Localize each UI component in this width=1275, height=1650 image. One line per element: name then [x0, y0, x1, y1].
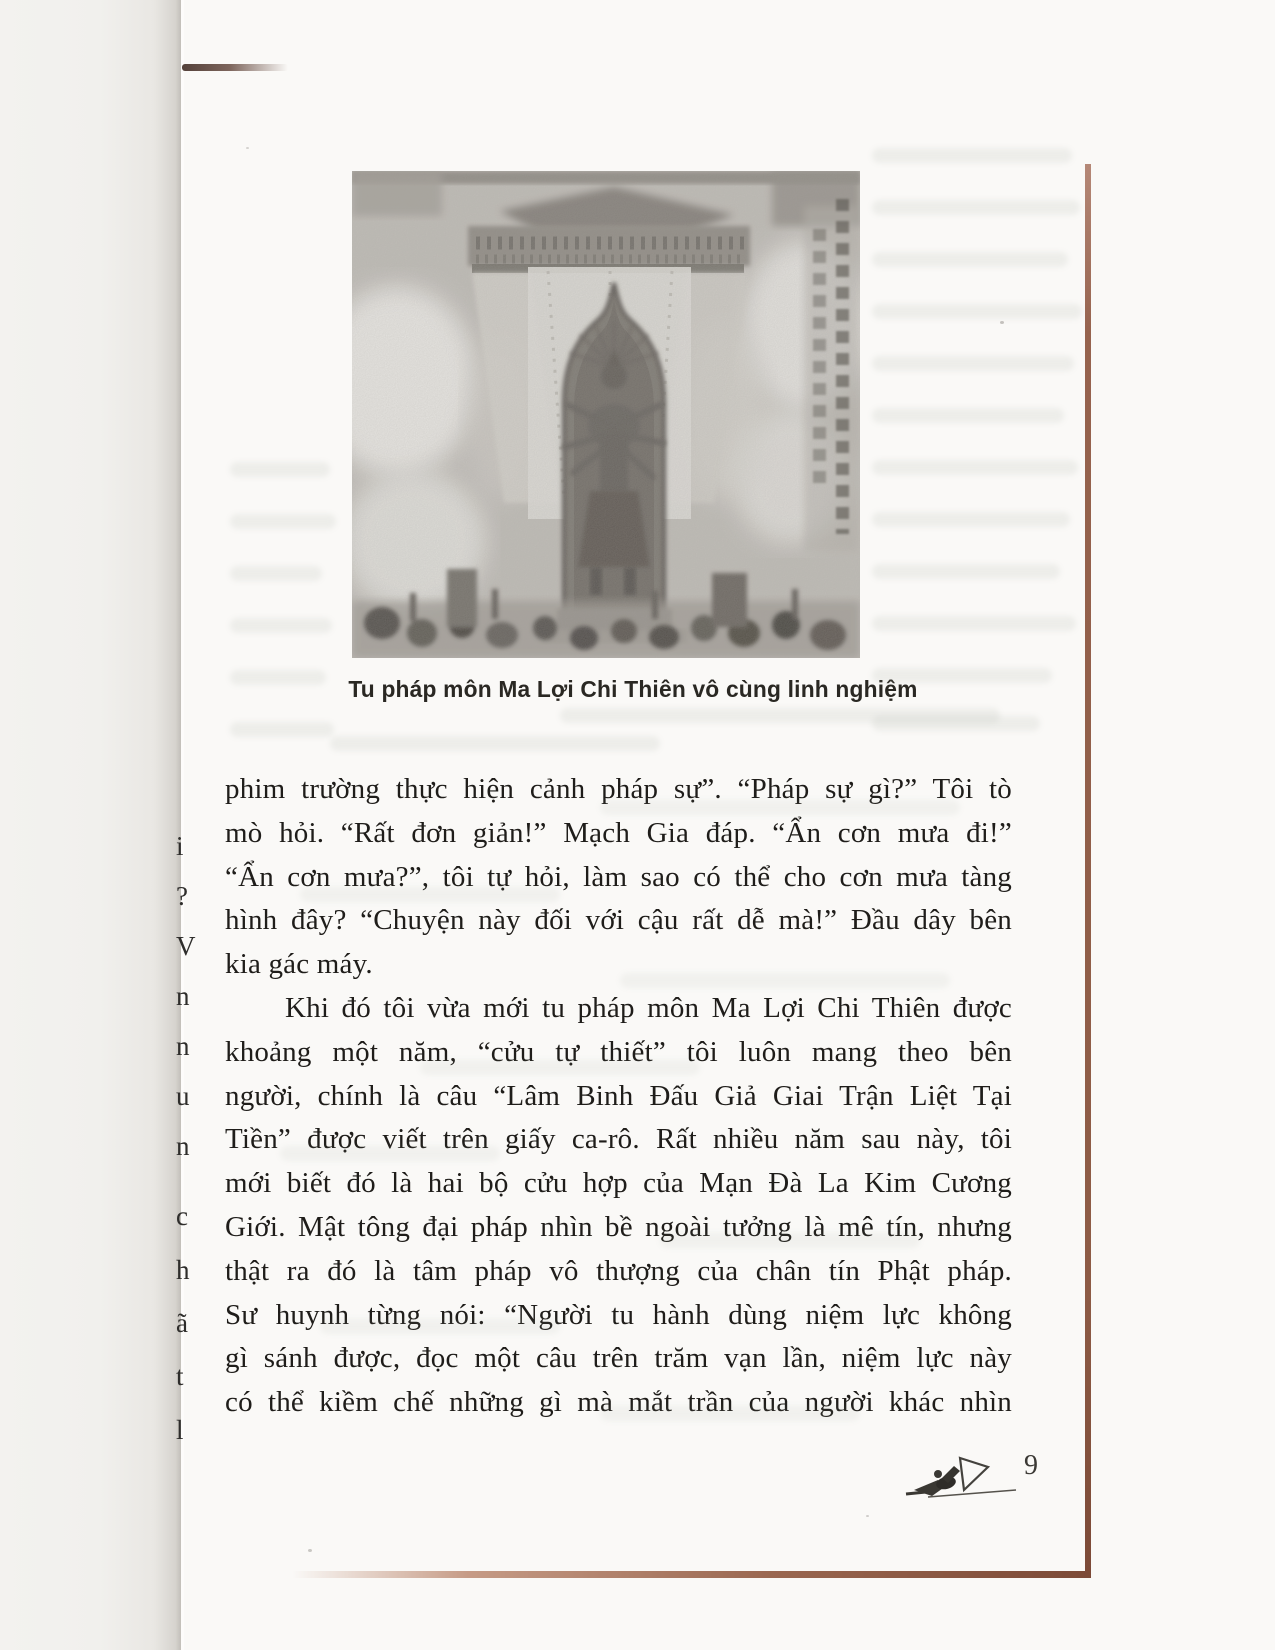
showthrough-ghost: [230, 566, 322, 581]
showthrough-ghost: [872, 460, 1078, 475]
scan-speck: [308, 1549, 312, 1552]
showthrough-ghost: [280, 1146, 500, 1161]
text-line: Giới. Mật tông đại pháp nhìn bề ngoài tưởng là mê tín, nhưng: [225, 1210, 1012, 1243]
gutter-letter-fragment: ã: [176, 1308, 188, 1338]
showthrough-ghost: [660, 1233, 920, 1248]
gutter-letter-fragment: ?: [176, 881, 188, 911]
text-line: Sư huynh từng nói: “Người tu hành dùng niệm lực không: [225, 1298, 1012, 1331]
gutter-letter-fragment: c: [176, 1201, 188, 1231]
text-line: phim trường thực hiện cảnh pháp sự”. “Pháp sự gì?” Tôi tò: [225, 773, 1012, 805]
text-line: gì sánh được, đọc một câu trên trăm vạn lần, niệm lực này: [225, 1342, 1012, 1375]
text-line: mò hỏi. “Rất đơn giản!” Mạch Gia đáp. “Ẩn cơn mưa đi!”: [225, 816, 1012, 849]
photo-caption: Tu pháp môn Ma Lợi Chi Thiên vô cùng linh nghiệm: [348, 676, 918, 702]
showthrough-ghost: [620, 973, 950, 988]
gutter-letter-fragment: n: [176, 1031, 190, 1061]
showthrough-ghost: [600, 1406, 860, 1421]
gutter-letter-fragment: V: [176, 931, 196, 961]
gutter-letter-fragment: n: [176, 981, 190, 1011]
book-cover-edge-right: [1085, 164, 1091, 1576]
showthrough-ghost: [320, 1319, 560, 1334]
showthrough-ghost: [300, 887, 560, 902]
shrine-photo: [352, 171, 860, 658]
showthrough-ghost: [230, 462, 330, 477]
showthrough-ghost: [872, 512, 1070, 527]
paragraph-2: [225, 987, 1012, 1425]
showthrough-ghost: [872, 252, 1068, 267]
gutter-letter-fragment: t: [176, 1361, 184, 1391]
vertical-inscription-left: [813, 229, 826, 491]
page-number: 9: [1024, 1450, 1038, 1481]
text-line: người, chính là câu “Lâm Binh Đấu Giả Giai Trận Liệt Tại: [225, 1079, 1012, 1112]
text-line: có thể kiềm chế những gì mà mắt trần của người khác nhìn: [225, 1386, 1012, 1419]
showthrough-ghost: [560, 708, 1000, 723]
text-line: Khi đó tôi vừa mới tu pháp môn Ma Lợi Chi Thiên được: [285, 992, 1012, 1024]
gutter-letter-fragment: h: [176, 1255, 190, 1285]
gutter-letter-fragment: n: [176, 1131, 190, 1161]
showthrough-ghost: [872, 564, 1060, 579]
archer-ornament-icon: [900, 1452, 1020, 1504]
text-line: thật ra đó là tâm pháp vô thượng của chân tín Phật pháp.: [225, 1254, 1012, 1287]
showthrough-ghost: [230, 618, 332, 633]
text-line: kia gác máy.: [225, 948, 373, 981]
text-line: khoảng một năm, “cửu tự thiết” tôi luôn mang theo bên: [225, 1035, 1012, 1068]
text-line: hình đây? “Chuyện này đối với cậu rất dễ mà!” Đầu dây bên: [225, 904, 1012, 937]
showthrough-ghost: [230, 670, 326, 685]
showthrough-ghost: [420, 1060, 700, 1075]
text-line: “Ẩn cơn mưa?”, tôi tự hỏi, làm sao có thể cho cơn mưa tàng: [225, 860, 1012, 893]
gutter-fragments: [176, 0, 198, 1650]
gutter-letter-fragment: u: [176, 1081, 190, 1111]
showthrough-ghost: [872, 200, 1080, 215]
shrine-photo-art: [352, 171, 860, 658]
gutter-letter-fragment: i: [176, 831, 184, 861]
showthrough-ghost: [872, 356, 1074, 371]
scan-speck: [1000, 321, 1004, 324]
showthrough-ghost: [600, 800, 960, 815]
showthrough-ghost: [872, 408, 1064, 423]
showthrough-ghost: [230, 514, 336, 529]
scan-speck: [866, 1515, 869, 1517]
scan-speck: [246, 147, 249, 149]
showthrough-ghost: [872, 304, 1082, 319]
showthrough-ghost: [330, 736, 660, 751]
vertical-inscription-right: [836, 199, 849, 534]
showthrough-ghost: [872, 616, 1076, 631]
book-cover-edge-bottom: [292, 1571, 1091, 1578]
text-line: mới biết đó là hai bộ cửu hợp của Mạn Đà La Kim Cương: [225, 1167, 1012, 1200]
showthrough-ghost: [230, 722, 334, 737]
gutter-letter-fragment: l: [176, 1415, 184, 1445]
page-gutter-shadow: [0, 0, 181, 1650]
showthrough-ghost: [872, 148, 1072, 163]
showthrough-ghost: [872, 668, 1052, 683]
text-line: Tiền” được viết trên giấy ca-rô. Rất nhiều năm sau này, tôi: [225, 1123, 1012, 1156]
